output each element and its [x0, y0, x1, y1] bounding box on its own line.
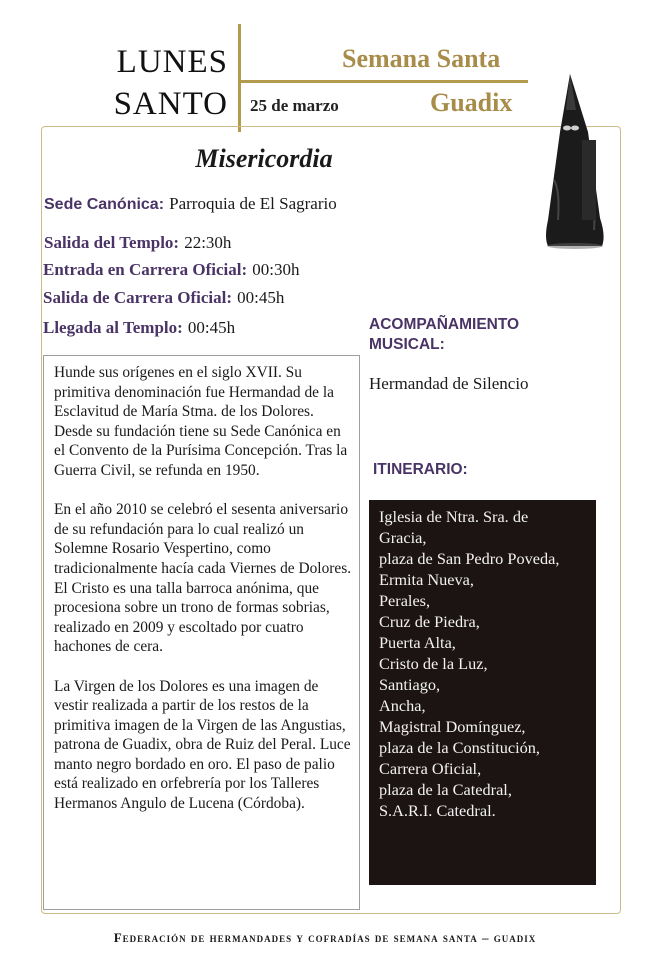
itinerary-item: Magistral Domínguez, [379, 717, 526, 736]
itinerary-item: plaza de San Pedro Poveda, [379, 549, 560, 568]
itinerary-item: Carrera Oficial, [379, 759, 482, 778]
itinerary-item: Gracia, [379, 528, 427, 547]
day-line-2: SANTO [113, 86, 228, 122]
music-heading [369, 315, 519, 355]
salida-row [44, 233, 231, 253]
sede-row [44, 194, 337, 214]
header-vertical-divider [238, 24, 241, 132]
music-heading-line-2: MUSICAL: [369, 336, 445, 353]
history-paragraph-4: La Virgen de los Dolores es una imagen de vestir realizada a partir de los restos de la primitiva imagen de la Virgen de las Angustias, patrona de Guadix, obra de Ruiz del Peral. Luce manto negro bordado en oro. El paso de palio está realizado en orfebrería por los Talleres Hermanos Angulo de Lucena (Córdoba). [54, 677, 351, 813]
entrada-value: 00:30h [252, 260, 300, 279]
llegada-value: 00:45h [187, 318, 236, 337]
event-date: 25 de marzo [250, 96, 339, 115]
entrada-label: Entrada en Carrera Oficial: [43, 260, 248, 279]
itinerary-item: plaza de la Constitución, [379, 738, 540, 757]
llegada-label: Llegada al Templo: [43, 318, 183, 337]
header-horizontal-divider [241, 80, 528, 83]
itinerary-item: Santiago, [379, 675, 441, 694]
history-box [43, 355, 360, 910]
day-line-1: LUNES [116, 44, 228, 80]
itinerary-item: Ermita Nueva, [379, 570, 474, 589]
salida-value: 22:30h [184, 233, 232, 252]
itinerary-item: S.A.R.I. Catedral. [379, 801, 496, 820]
itinerary-item: Cristo de la Luz, [379, 654, 488, 673]
salida-carrera-label: Salida de Carrera Oficial: [43, 288, 233, 307]
music-heading-line-1: ACOMPAÑAMIENTO [369, 316, 520, 333]
city-name: Guadix [430, 88, 513, 117]
brotherhood-name: Misericordia [195, 144, 333, 173]
footer-text: Federación de hermandades y cofradías de semana santa – guadix [113, 930, 537, 945]
history-paragraph-1: Hunde sus orígenes en el siglo XVII. Su primitiva denominación fue Hermandad de la Esclavitud de María Stma. de los Dolores. Desde su fundación tiene su Sede Canónica en el Convento de la Purísima Concepción. Tras la Guerra Civil, se refunda en 1950. [54, 364, 348, 479]
itinerary-item: Ancha, [379, 696, 426, 715]
salida-carrera-value: 00:45h [237, 288, 285, 307]
sede-value: Parroquia de El Sagrario [169, 194, 337, 213]
itinerary-item: Perales, [379, 591, 431, 610]
llegada-row [43, 318, 235, 338]
nazareno-figure [540, 70, 606, 250]
itinerary-heading: ITINERARIO: [373, 461, 468, 478]
history-paragraph-2: En el año 2010 se celebró el sesenta aniversario de su refundación para lo cual realizó un Solemne Rosario Vespertino, como tradicionalmente hacía cada Viernes de Dolores. [54, 501, 352, 577]
salida-carrera-row [43, 288, 284, 308]
salida-label: Salida del Templo: [44, 233, 180, 252]
music-value: Hermandad de Silencio [369, 374, 529, 393]
sede-label: Sede Canónica: [44, 196, 165, 213]
event-title: Semana Santa [342, 44, 501, 73]
itinerary-item: Cruz de Piedra, [379, 612, 480, 631]
entrada-row [43, 260, 299, 280]
itinerary-item: Puerta Alta, [379, 633, 456, 652]
itinerary-box [369, 500, 596, 885]
itinerary-item: plaza de la Catedral, [379, 780, 512, 799]
itinerary-item: Iglesia de Ntra. Sra. de [379, 507, 529, 526]
history-paragraph-3: El Cristo es una talla barroca anónima, que procesiona sobre un trono de formas sobrias, realizado en 2009 y escoltado por cuatro hachones de cera. [54, 579, 330, 656]
